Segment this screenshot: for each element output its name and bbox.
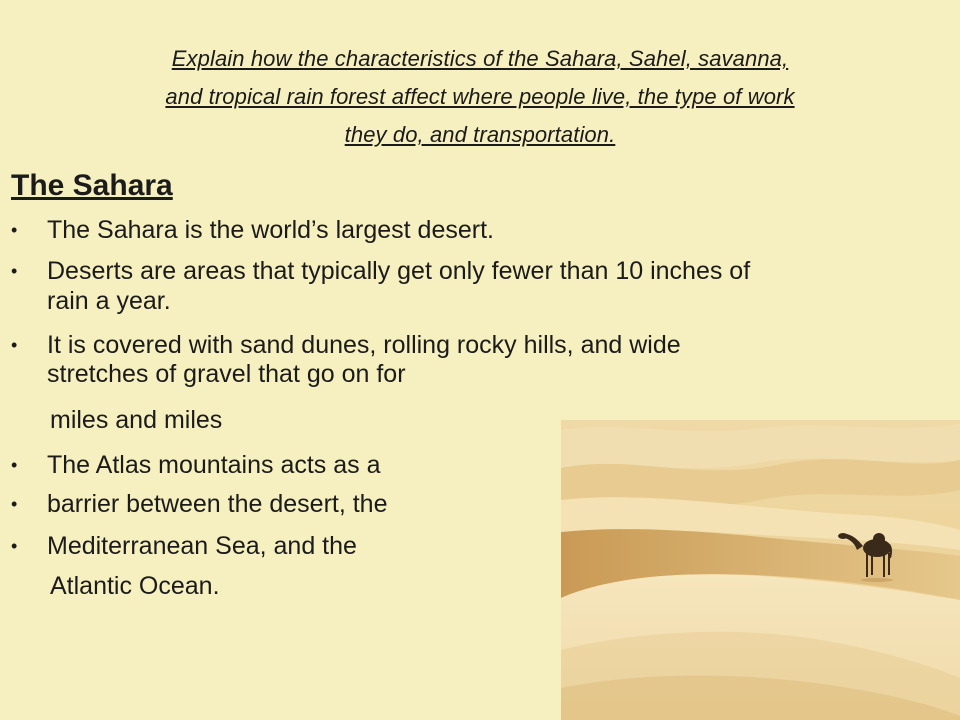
- bullet-2-line-2: rain a year.: [47, 287, 171, 315]
- continuation-line-2: Atlantic Ocean.: [50, 572, 220, 600]
- bullet-glyph: •: [11, 335, 18, 355]
- bullet-glyph: •: [11, 536, 18, 556]
- objective-line-2: and tropical rain forest affect where people live, the type of work: [165, 84, 795, 109]
- bullet-glyph: •: [11, 455, 18, 475]
- bullet-3-line-1: It is covered with sand dunes, rolling rocky hills, and wide: [47, 331, 681, 359]
- bullet-6-line-1: Mediterranean Sea, and the: [47, 532, 357, 560]
- camel-shadow: [861, 578, 893, 582]
- bullet-glyph: •: [11, 220, 18, 240]
- desert-photo: [561, 420, 960, 720]
- bullet-3-line-2: stretches of gravel that go on for: [47, 360, 406, 388]
- desert-dunes-illustration: [561, 420, 960, 720]
- continuation-line-1: miles and miles: [50, 406, 223, 434]
- bullet-4-line-1: The Atlas mountains acts as a: [47, 451, 381, 479]
- objective-line-1: Explain how the characteristics of the Sahara, Sahel, savanna,: [171, 46, 789, 71]
- bullet-glyph: •: [11, 494, 18, 514]
- objective-text: [40, 40, 920, 154]
- bullet-5-line-1: barrier between the desert, the: [47, 490, 388, 518]
- section-heading: The Sahara: [11, 169, 173, 202]
- bullet-1-line-1: The Sahara is the world’s largest desert.: [47, 216, 494, 244]
- bullet-glyph: •: [11, 261, 18, 281]
- bullet-2-line-1: Deserts are areas that typically get only fewer than 10 inches of: [47, 257, 751, 285]
- objective-line-3: they do, and transportation.: [344, 122, 616, 147]
